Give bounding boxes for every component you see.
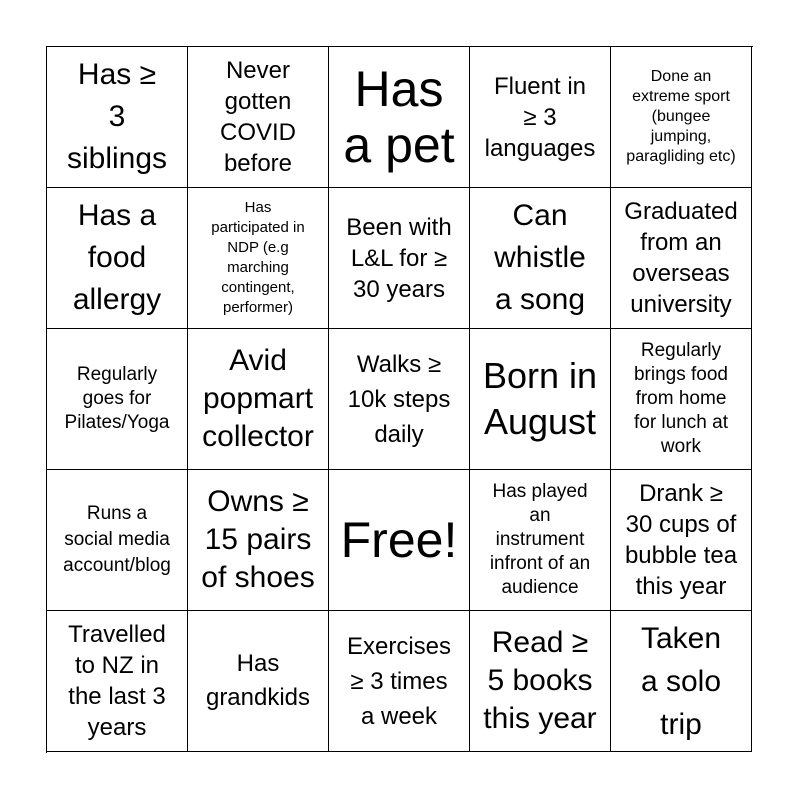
bingo-cell-r2c3[interactable]: [329, 188, 470, 329]
bingo-cell-label: Has grandkids: [205, 650, 311, 711]
bingo-cell-r4c5[interactable]: [611, 470, 752, 611]
bingo-cell-r3c3[interactable]: [329, 329, 470, 470]
bingo-cell-r3c1[interactable]: [47, 329, 188, 470]
bingo-cell-r1c2[interactable]: [188, 47, 329, 188]
bingo-cell-label: Owns ≥ 15 pairs of shoes: [201, 485, 315, 594]
bingo-cell-r4c2[interactable]: [188, 470, 329, 611]
bingo-cell-free[interactable]: [329, 470, 470, 611]
bingo-cell-r5c1[interactable]: [47, 611, 188, 752]
bingo-cell-label: Has a food allergy: [72, 199, 162, 316]
bingo-cell-label: Regularly brings food from home for lunch at work: [633, 340, 728, 457]
bingo-cell-r2c5[interactable]: [611, 188, 752, 329]
bingo-cell-r1c3[interactable]: [329, 47, 470, 188]
bingo-cell-r5c2[interactable]: [188, 611, 329, 752]
bingo-board: [46, 46, 753, 753]
bingo-cell-label: Travelled to NZ in the last 3 years: [68, 621, 166, 741]
bingo-cell-label: Fluent in ≥ 3 languages: [484, 72, 596, 162]
bingo-cell-r2c4[interactable]: [470, 188, 611, 329]
bingo-cell-r5c3[interactable]: [329, 611, 470, 752]
bingo-cell-r5c5[interactable]: [611, 611, 752, 752]
bingo-cell-label: Born in August: [482, 355, 598, 442]
bingo-cell-label: Drank ≥ 30 cups of bubble tea this year: [624, 480, 738, 600]
bingo-cell-label: Read ≥ 5 books this year: [483, 626, 597, 735]
bingo-cell-label: Has participated in NDP (e.g marching contingent, performer): [211, 199, 305, 316]
bingo-cell-label: Can whistle a song: [494, 199, 586, 316]
bingo-cell-label: Taken a solo trip: [640, 621, 722, 741]
bingo-cell-label: Never gotten COVID before: [219, 57, 296, 177]
bingo-cell-label: Done an extreme sport (bungee jumping, paragliding etc): [626, 68, 736, 165]
bingo-cell-label: Has ≥ 3 siblings: [66, 58, 168, 175]
bingo-cell-r4c1[interactable]: [47, 470, 188, 611]
bingo-cell-label: Exercises ≥ 3 times a week: [346, 632, 452, 730]
bingo-cell-r3c4[interactable]: [470, 329, 611, 470]
bingo-cell-r2c2[interactable]: [188, 188, 329, 329]
bingo-cell-r3c5[interactable]: [611, 329, 752, 470]
bingo-cell-label: Free!: [340, 512, 458, 568]
bingo-cell-r1c4[interactable]: [470, 47, 611, 188]
bingo-cell-label: Avid popmart collector: [202, 344, 314, 453]
bingo-cell-r3c2[interactable]: [188, 329, 329, 470]
bingo-cell-label: Walks ≥ 10k steps daily: [347, 350, 451, 448]
bingo-cell-label: Has played an instrument infront of an audience: [489, 481, 591, 598]
bingo-cell-label: Has a pet: [343, 61, 455, 173]
bingo-cell-r1c1[interactable]: [47, 47, 188, 188]
bingo-cell-r5c4[interactable]: [470, 611, 611, 752]
bingo-cell-label: Regularly goes for Pilates/Yoga: [64, 364, 170, 433]
bingo-cell-label: Been with L&L for ≥ 30 years: [346, 213, 452, 303]
bingo-cell-r2c1[interactable]: [47, 188, 188, 329]
bingo-cell-r4c4[interactable]: [470, 470, 611, 611]
bingo-cell-r1c5[interactable]: [611, 47, 752, 188]
bingo-cell-label: Runs a social media account/blog: [63, 503, 171, 576]
bingo-cell-label: Graduated from an overseas university: [624, 198, 738, 318]
